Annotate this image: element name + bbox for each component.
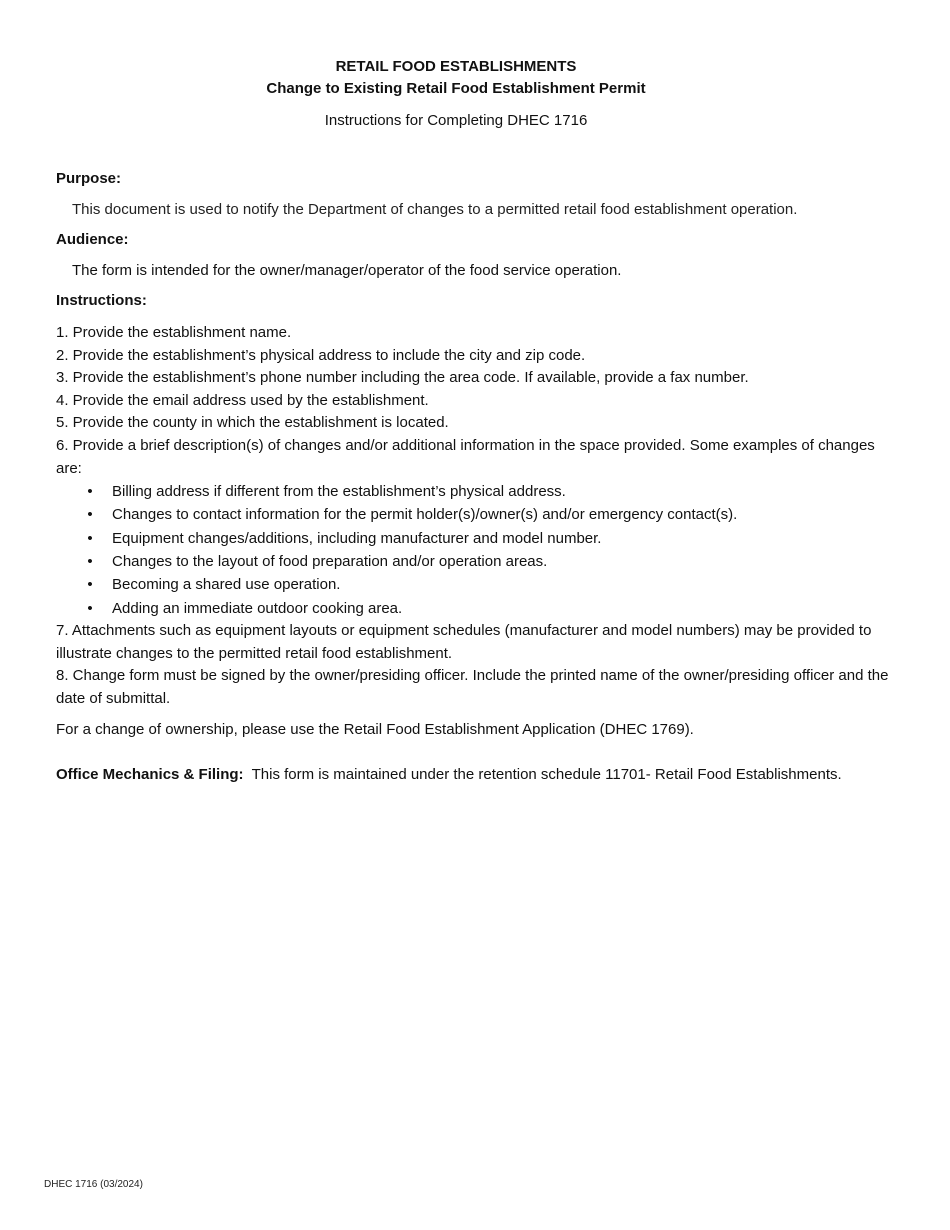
audience-text: The form is intended for the owner/manager/operator of the food service operation.: [72, 262, 622, 279]
change-example-item: [87, 597, 896, 620]
change-example-item: [87, 503, 896, 526]
change-example-text: Becoming a shared use operation.: [112, 576, 341, 594]
bullet-icon: •: [87, 506, 93, 524]
change-example-text: Billing address if different from the establishment’s physical address.: [112, 483, 566, 501]
office-mechanics: [56, 764, 896, 786]
purpose-label: Purpose:: [56, 170, 122, 187]
form-id-footer: DHEC 1716 (03/2024): [44, 1179, 143, 1190]
change-example-item: [87, 550, 896, 573]
change-example-text: Changes to contact information for the permit holder(s)/owner(s) and/or emergency contact(s).: [112, 506, 738, 524]
instruction-step-5: 5. Provide the county in which the establishment is located.: [56, 414, 449, 432]
instruction-step-2: 2. Provide the establishment’s physical address to include the city and zip code.: [56, 346, 586, 364]
instruction-step-6-examples: [56, 480, 896, 620]
change-example-item: [87, 480, 896, 503]
instruction-step-4: 4. Provide the email address used by the establishment.: [56, 391, 429, 409]
bullet-icon: •: [87, 529, 93, 547]
ownership-note: For a change of ownership, please use the Retail Food Establishment Application (DHEC 1769).: [56, 721, 694, 739]
bullet-icon: •: [87, 553, 93, 571]
change-example-item: [87, 527, 896, 550]
purpose-text: This document is used to notify the Department of changes to a permitted retail food establishment operation.: [72, 201, 798, 218]
instruction-step-7: 7. Attachments such as equipment layouts or equipment schedules (manufacturer and model numbers) may be provided to illustrate changes to the permitted retail food establishment.: [56, 621, 872, 662]
instruction-step-8: 8. Change form must be signed by the owner/presiding officer. Include the printed name of the owner/presiding officer and the date of submittal.: [56, 667, 889, 707]
change-example-text: Changes to the layout of food preparation and/or operation areas.: [112, 553, 548, 571]
bullet-icon: •: [87, 599, 93, 617]
instruction-step-6: 6. Provide a brief description(s) of changes and/or additional information in the space provided. Some examples of changes are:: [56, 436, 875, 477]
change-examples-list: [56, 480, 896, 620]
bullet-icon: •: [87, 483, 93, 501]
bullet-icon: •: [87, 576, 93, 594]
document-page: [56, 56, 896, 786]
document-header: [56, 56, 856, 132]
instruction-steps: [56, 322, 896, 710]
audience-label: Audience:: [56, 231, 129, 248]
instructions-heading: Instructions for Completing DHEC 1716: [324, 112, 588, 129]
office-mechanics-label: Office Mechanics & Filing:: [56, 766, 244, 784]
document-title: RETAIL FOOD ESTABLISHMENTS: [335, 58, 577, 75]
document-subtitle: Change to Existing Retail Food Establishment Permit: [266, 80, 646, 97]
office-mechanics-text: This form is maintained under the retention schedule 11701- Retail Food Establishments.: [251, 766, 842, 784]
instructions-label: Instructions:: [56, 292, 147, 309]
change-example-text: Adding an immediate outdoor cooking area.: [112, 599, 403, 617]
instruction-step-1: 1. Provide the establishment name.: [56, 324, 292, 341]
change-example-text: Equipment changes/additions, including manufacturer and model number.: [112, 529, 602, 547]
instruction-step-3: 3. Provide the establishment’s phone number including the area code. If available, provide a fax number.: [56, 369, 749, 387]
change-example-item: [87, 573, 896, 596]
